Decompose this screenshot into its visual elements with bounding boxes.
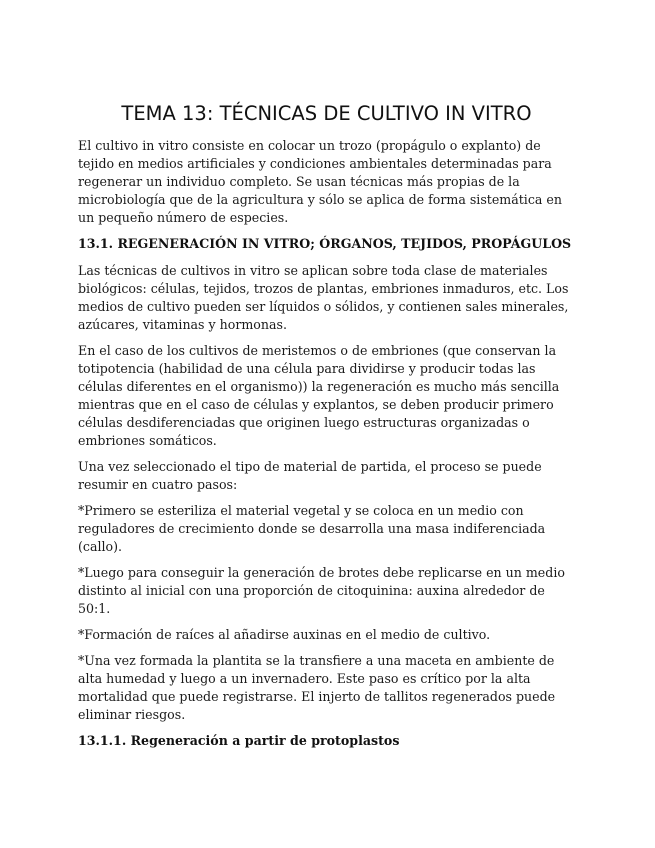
- paragraph-process-intro: Una vez seleccionado el tipo de material de partida, el proceso se puede resumir en cuatro pasos:: [78, 459, 542, 492]
- document-content: [78, 102, 578, 750]
- paragraph-meristems: En el caso de los cultivos de meristemos o de embriones (que conservan la totipotencia (habilidad de una célula para dividirse y producir todas las células diferentes en el organismo)) la regeneración es mucho más sencilla mientras que en el caso de células y explantos, se deben producir primero células desdiferenciadas que originen luego estructuras organizadas o embriones somáticos.: [78, 343, 560, 448]
- step-shoots: *Luego para conseguir la generación de brotes debe replicarse en un medio distinto al inicial con una proporción de citoquinina: auxina alrededor de 50:1.: [78, 565, 565, 616]
- intro-paragraph: El cultivo in vitro consiste en colocar un trozo (propágulo o explanto) de tejido en medios artificiales y condiciones ambientales determinadas para regenerar un individuo completo. Se usan técnicas más propias de la microbiología que de la agricultura y sólo se aplica de forma sistemática en un pequeño número de especies.: [78, 138, 562, 225]
- section-heading: 13.1. REGENERACIÓN IN VITRO; ÓRGANOS, TEJIDOS, PROPÁGULOS: [78, 236, 572, 251]
- subsection-heading: 13.1.1. Regeneración a partir de protoplastos: [78, 733, 400, 748]
- step-sterilize: *Primero se esteriliza el material vegetal y se coloca en un medio con reguladores de crecimiento donde se desarrolla una masa indiferenciada (callo).: [78, 503, 546, 554]
- step-transfer: *Una vez formada la plantita se la transfiere a una maceta en ambiente de alta humedad y luego a un invernadero. Este paso es crítico por la alta mortalidad que puede registrarse. El injerto de tallitos regenerados puede eliminar riesgos.: [78, 653, 556, 722]
- step-roots: *Formación de raíces al añadirse auxinas en el medio de cultivo.: [78, 627, 491, 642]
- paragraph-materials: Las técnicas de cultivos in vitro se aplican sobre toda clase de materiales biológicos: células, tejidos, trozos de plantas, embriones inmaduros, etc. Los medios de cultivo pueden ser líquidos o sólidos, y contienen sales minerales, azúcares, vitaminas y hormonas.: [78, 263, 569, 332]
- page-title: TEMA 13: TÉCNICAS DE CULTIVO IN VITRO: [121, 102, 532, 125]
